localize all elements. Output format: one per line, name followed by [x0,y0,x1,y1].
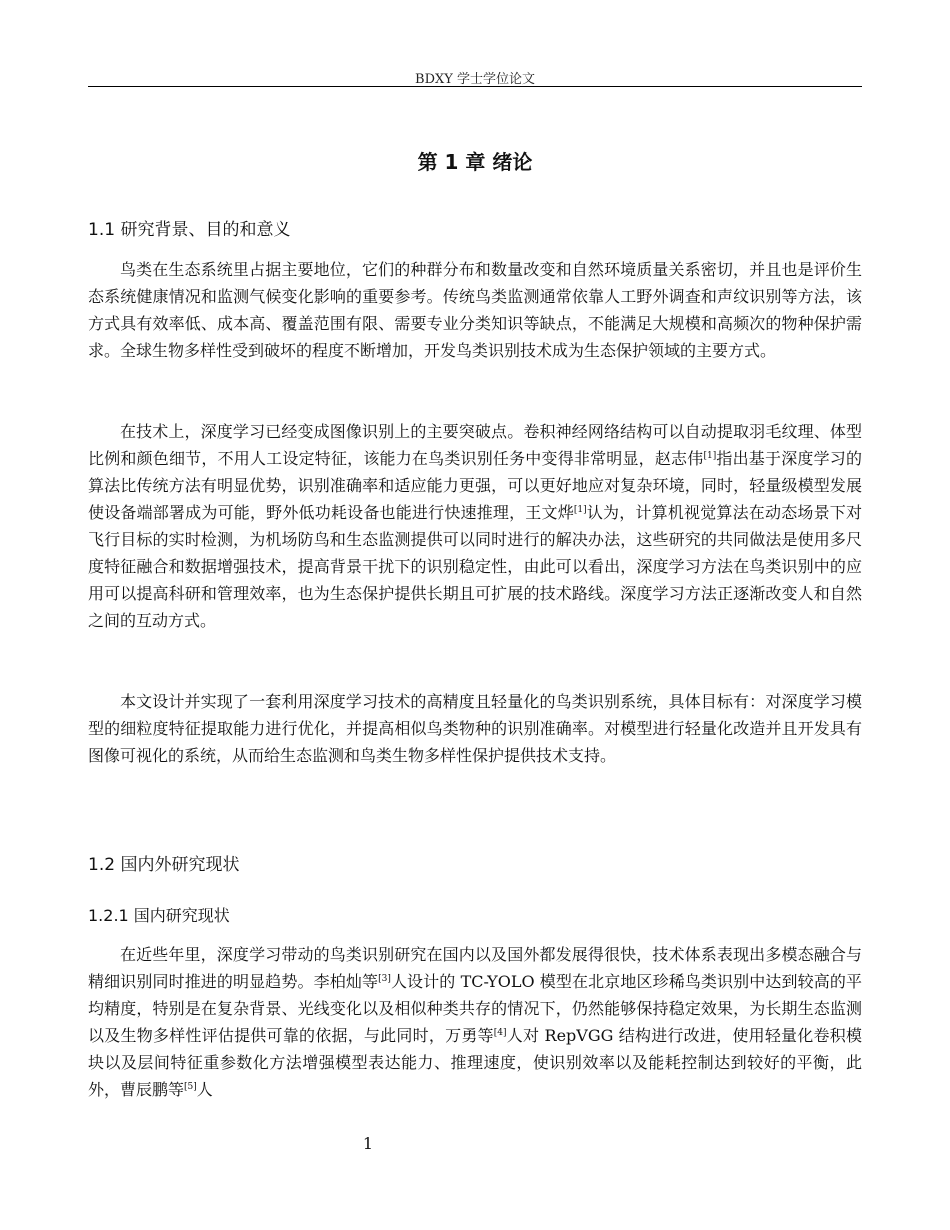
section-heading-1-2: 1.2 国内外研究现状 [88,855,240,875]
running-header: BDXY 学士学位论文 [415,72,535,87]
header-rule [88,86,862,87]
subsection-heading-1-2-1: 1.2.1 国内研究现状 [88,906,230,925]
paragraph-text: 指出基于深度学习的算法比传统方法有明显优势，识别准确率和适应能力更强，可以更好地应对复杂环境，同时，轻量级模型发展使设备端部署成为可能，野外低功耗设备也能进行快速推理，王文烨 [88,449,862,522]
paragraph-background: 鸟类在生态系统里占据主要地位，它们的种群分布和数量改变和自然环境质量关系密切，并且也是评价生态系统健康情况和监测气候变化影响的重要参考。传统鸟类监测通常依靠人工野外调查和声纹识别等方法，该方式具有效率低、成本高、覆盖范围有限、需要专业分类知识等缺点，不能满足大规模和高频次的物种保护需求。全球生物多样性受到破坏的程度不断增加，开发鸟类识别技术成为生态保护领域的主要方式。 [88,260,862,360]
paragraph-text: 认为，计算机视觉算法在动态场景下对飞行目标的实时检测，为机场防鸟和生态监测提供可以同时进行的解决办法，这些研究的共同做法是使用多尺度特征融合和数据增强技术，提高背景干扰下的识别稳定性，由此可以看出，深度学习方法在鸟类识别中的应用可以提高科研和管理效率，也为生态保护提供长期且可扩展的技术路线。深度学习方法正逐渐改变人和自然之间的互动方式。 [88,503,862,630]
citation-ref: [1] [703,451,717,461]
page-number: 1 [362,1134,374,1153]
paragraph-domestic-research [88,941,862,1103]
paragraph-technology [88,418,862,634]
paragraph-text: 人 [196,1080,213,1099]
citation-ref: [4] [493,1028,507,1038]
section-heading-1-1: 1.1 研究背景、目的和意义 [88,220,291,240]
paragraph-objectives: 本文设计并实现了一套利用深度学习技术的高精度且轻量化的鸟类识别系统，具体目标有：对深度学习模型的细粒度特征提取能力进行优化，并提高相似鸟类物种的识别准确率。对模型进行轻量化改造并且开发具有图像可视化的系统，从而给生态监测和鸟类生物多样性保护提供技术支持。 [88,692,862,765]
paragraph-text: 人对 RepVGG 结构进行改进，使用轻量化卷积模块以及层间特征重参数化方法增强模型表达能力、推理速度，使识别效率以及能耗控制达到较好的平衡，此外，曹辰鹏等 [88,1026,862,1099]
citation-ref: [1] [573,505,587,515]
citation-ref: [5] [184,1082,197,1092]
chapter-title: 第 1 章 绪论 [417,150,533,174]
paragraph-text: 人设计的 TC-YOLO 模型在北京地区珍稀鸟类识别中达到较高的平均精度，特别是在复杂背景、光线变化以及相似种类共存的情况下，仍然能够保持稳定效果，为长期生态监测以及生物多样性评估提供可靠的依据，与此同时，万勇等 [88,972,862,1045]
citation-ref: [3] [378,974,391,984]
paragraph-text: 在技术上，深度学习已经变成图像识别上的主要突破点。卷积神经网络结构可以自动提取羽毛纹理、体型比例和颜色细节，不用人工设定特征，该能力在鸟类识别任务中变得非常明显，赵志伟 [88,422,862,468]
paragraph-text: 在近些年里，深度学习带动的鸟类识别研究在国内以及国外都发展得很快，技术体系表现出多模态融合与精细识别同时推进的明显趋势。李柏灿等 [88,945,862,991]
